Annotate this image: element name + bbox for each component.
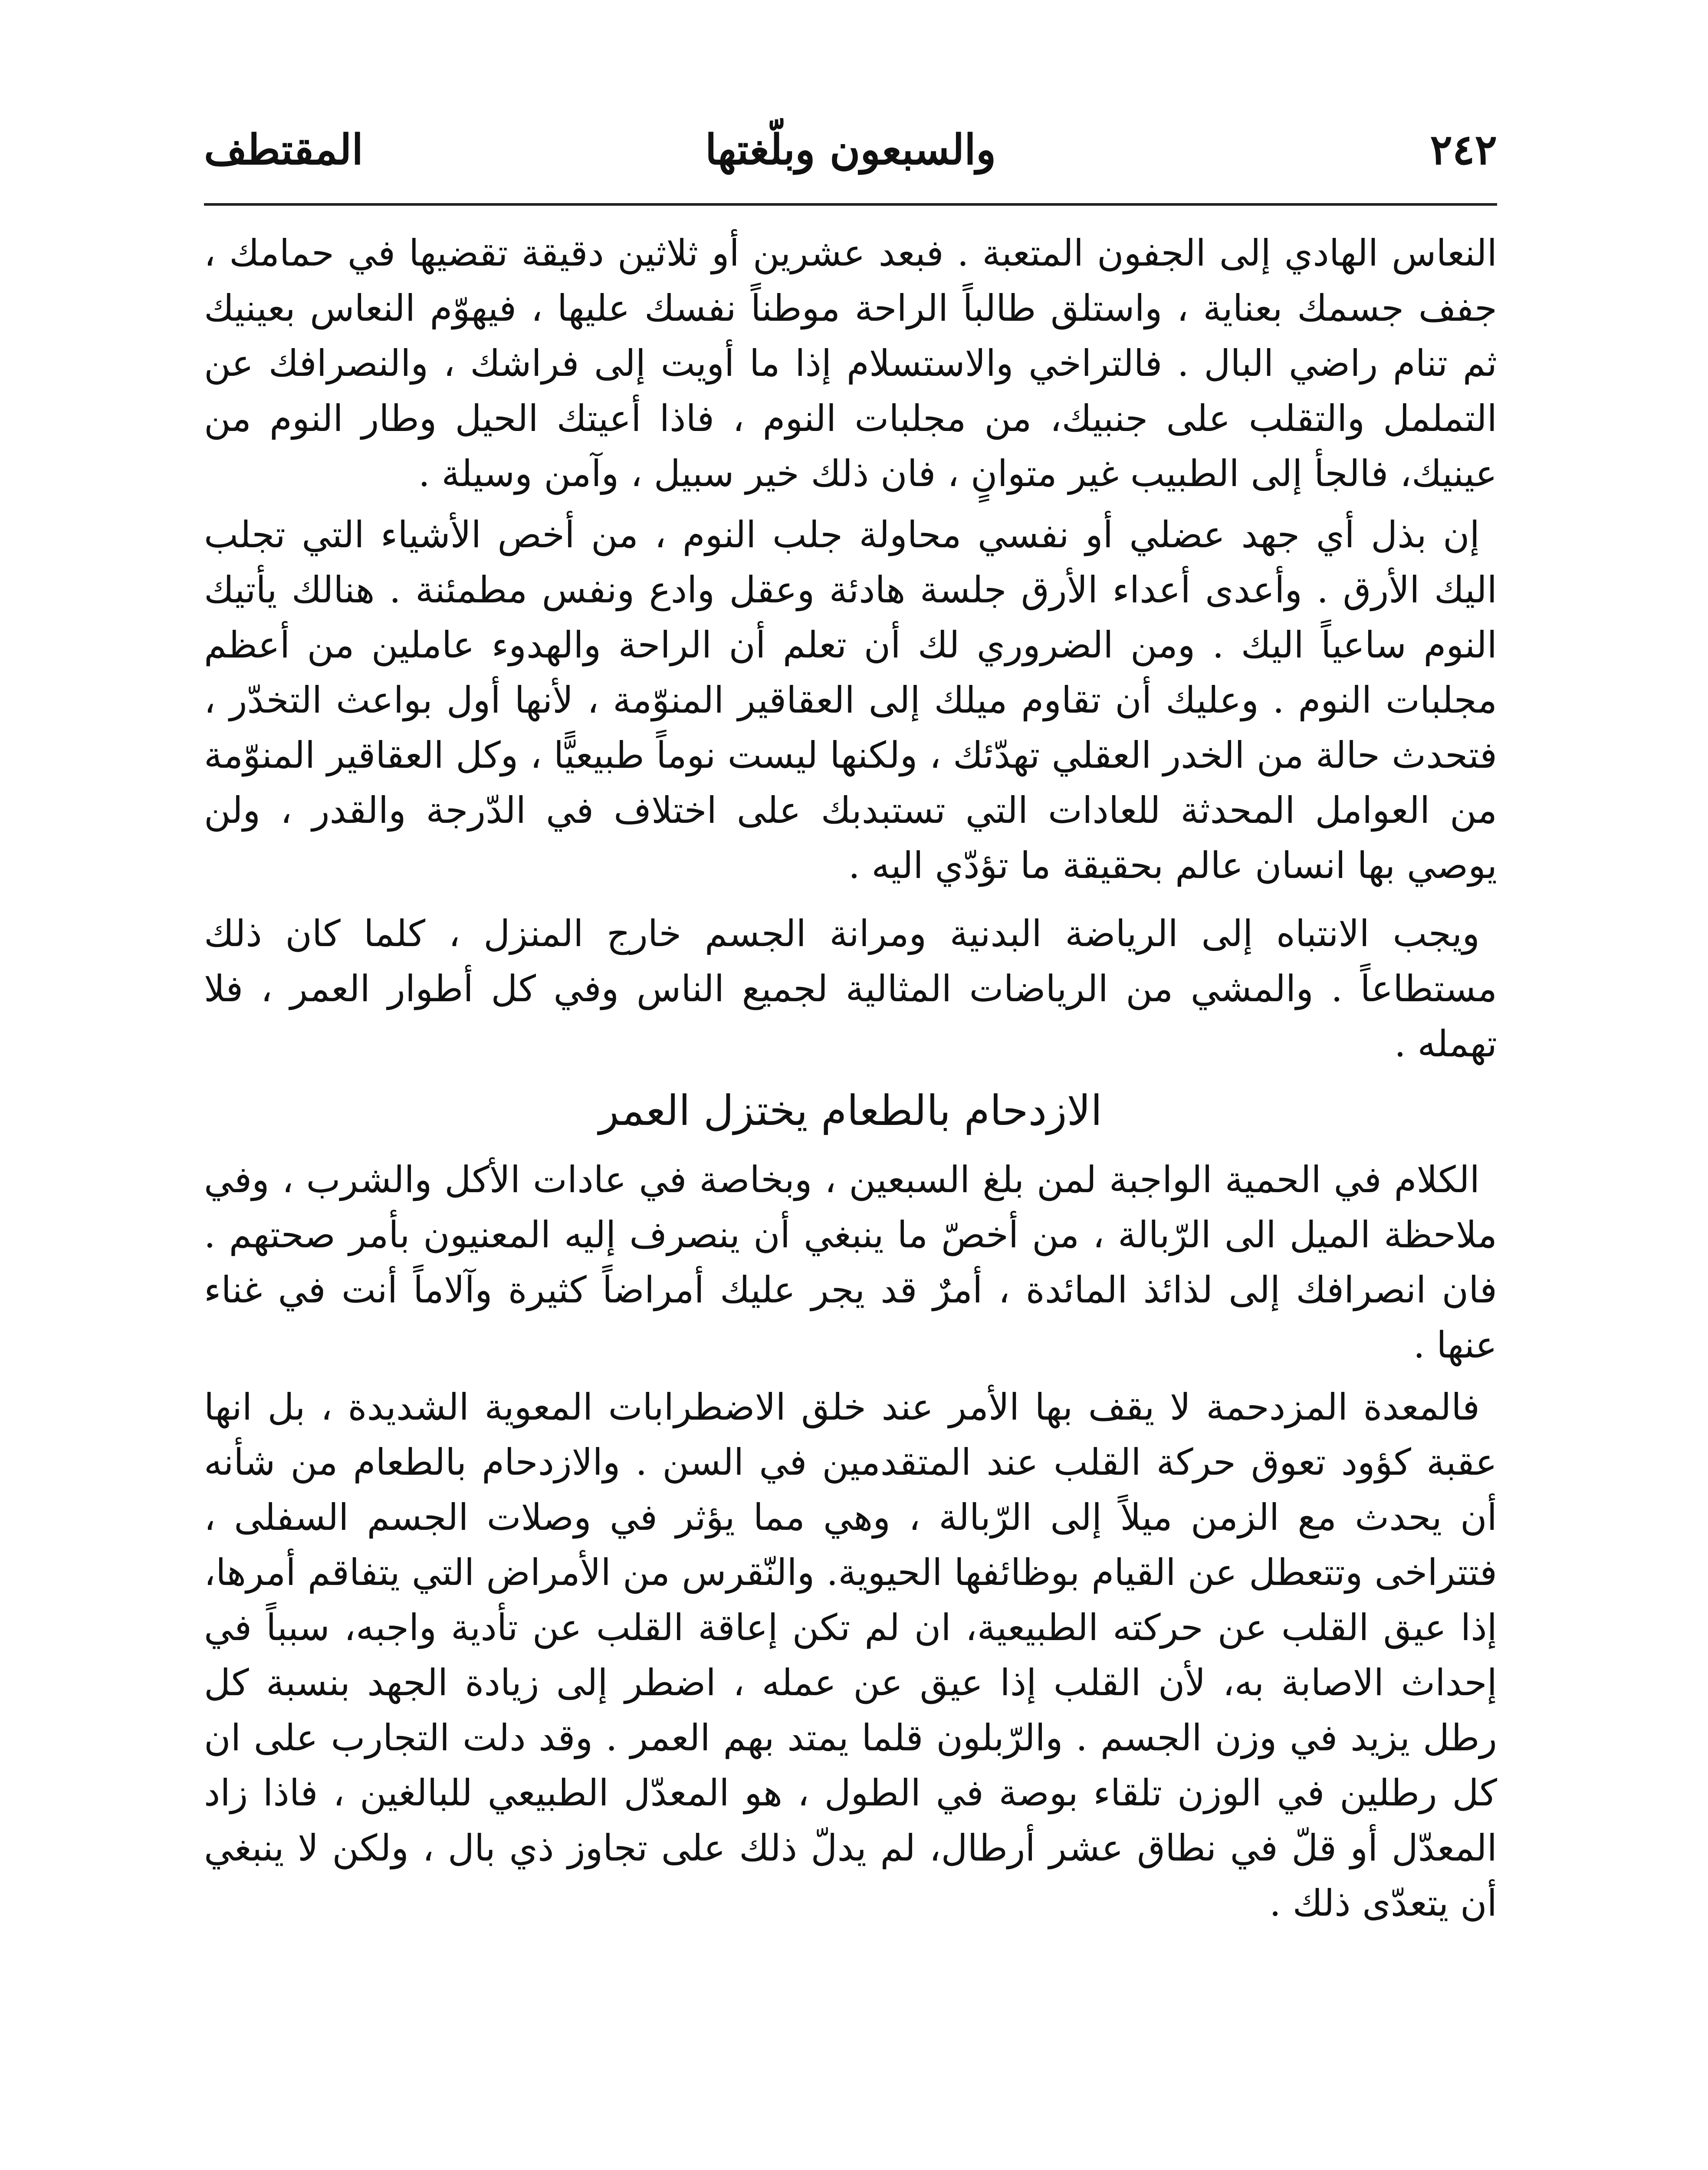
paragraph: النعاس الهادي إلى الجفون المتعبة . فبعد عشرين أو ثلاثين دقيقة تقضيها في حمامك ، جفف جسمك بعناية ، واستلق طالباً الراحة موطناً نفسك عليها ، فيهوّم النعاس بعينيك ثم تنام راضي البال . فالتراخي والاستسلام إذا ما أويت إلى فراشك ، والنصرافك عن التململ والتقلب على جنبيك، من مجلبات النوم ، فاذا أعيتك الحيل وطار النوم من عينيك، فالجأ إلى الطبيب غير متوانٍ ، فان ذلك خير سبيل ، وآمن وسيلة .: [204, 232, 1497, 495]
journal-name: المقتطف: [204, 125, 364, 174]
paragraph: فالمعدة المزدحمة لا يقف بها الأمر عند خلق الاضطرابات المعوية الشديدة ، بل انها عقبة كؤود تعوق حركة القلب عند المتقدمين في السن . والازدحام بالطعام من شأنه أن يحدث مع الزمن ميلاً إلى الرّبالة ، وهي مما يؤثر في وصلات الجسم السفلى ، فتتراخى وتتعطل عن القيام بوظائفها الحيوية. والنّقرس من الأمراض التي يتفاقم أمرها، إذا عيق القلب عن حركته الطبيعية، ان لم تكن إعاقة القلب عن تأدية واجبه، سبباً في إحداث الاصابة به، لأن القلب إذا عيق عن عمله ، اضطر إلى زيادة الجهد بنسبة كل رطل يزيد في وزن الجسم . والرّبلون قلما يمتد بهم العمر . وقد دلت التجارب على ان كل رطلين في الوزن تلقاء بوصة في الطول ، هو المعدّل الطبيعي للبالغين ، فاذا زاد المعدّل أو قلّ في نطاق عشر أرطال، لم يدلّ ذلك على تجاوز ذي بال ، ولكن لا ينبغي أن يتعدّى ذلك .: [204, 1386, 1497, 1924]
paragraph: إن بذل أي جهد عضلي أو نفسي محاولة جلب النوم ، من أخص الأشياء التي تجلب اليك الأرق . وأعدى أعداء الأرق جلسة هادئة وعقل وادع ونفس مطمئنة . هنالك يأتيك النوم ساعياً اليك . ومن الضروري لك أن تعلم أن الراحة والهدوء عاملين من أعظم مجلبات النوم . وعليك أن تقاوم ميلك إلى العقاقير المنوّمة ، لأنها أول بواعث التخدّر ، فتحدث حالة من الخدر العقلي تهدّئك ، ولكنها ليست نوماً طبيعيًّا ، وكل العقاقير المنوّمة من العوامل المحدثة للعادات التي تستبدبك على اختلاف في الدّرجة والقدر ، ولن يوصي بها انسان عالم بحقيقة ما تؤدّي اليه .: [204, 513, 1498, 887]
paragraph: ويجب الانتباه إلى الرياضة البدنية ومرانة الجسم خارج المنزل ، كلما كان ذلك مستطاعاً . والمشي من الرياضات المثالية لجميع الناس وفي كل أطوار العمر ، فلا تهمله .: [204, 912, 1497, 1065]
article-body: [204, 226, 1497, 1931]
section-heading: الازدحام بالطعام يختزل العمر: [598, 1086, 1103, 1135]
running-title: والسبعون وبلّغتها: [705, 125, 996, 174]
page-number: ٢٤٢: [1430, 125, 1497, 174]
paragraph: الكلام في الحمية الواجبة لمن بلغ السبعين ، وبخاصة في عادات الأكل والشرب ، وفي ملاحظة الميل الى الرّبالة ، من أخصّ ما ينبغي أن ينصرف إليه المعنيون بأمر صحتهم . فان انصرافك إلى لذائذ المائدة ، أمرٌ قد يجر عليك أمراضاً كثيرة وآلاماً أنت في غناء عنها .: [204, 1158, 1497, 1366]
header-rule: [204, 203, 1497, 206]
running-header: [204, 117, 1497, 191]
